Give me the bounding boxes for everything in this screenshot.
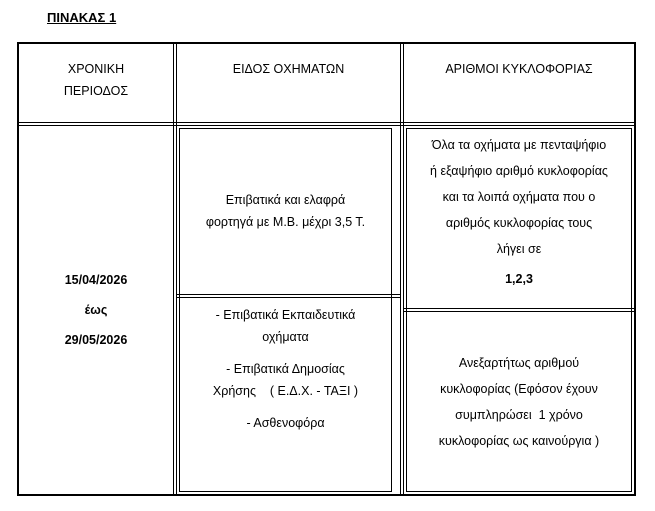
- period-cell: [19, 126, 173, 494]
- header-vehicle-type-label: ΕΙΔΟΣ ΟΧΗΜΑΤΩΝ: [232, 62, 345, 76]
- period-connector: έως: [84, 303, 108, 317]
- row2-plates-line-1: Ανεξαρτήτως αριθμού: [458, 356, 580, 370]
- row2-item2-line-1: - Επιβατικά Δημοσίας: [226, 362, 345, 376]
- header-plates: [404, 44, 634, 122]
- row1-plates-cell: [406, 128, 632, 308]
- row1-plates-line-1: Όλα τα οχήματα με πενταψήφιο: [431, 138, 607, 152]
- row1-vehicles-line-2: φορτηγά με Μ.Β. μέχρι 3,5 Τ.: [205, 215, 366, 229]
- period-to: 29/05/2026: [64, 333, 128, 347]
- row2-vehicles-cell: [179, 298, 392, 492]
- row1-plates-line-5: λήγει σε: [496, 242, 542, 256]
- row2-plates-line-4: κυκλοφορίας ως καινούργια ): [438, 434, 600, 448]
- row1-plates-digits: 1,2,3: [505, 272, 533, 286]
- row2-item3-line-1: - Ασθενοφόρα: [246, 416, 325, 430]
- row2-plates-line-2: κυκλοφορίας (Εφόσον έχουν: [440, 382, 598, 396]
- row1-plates-line-3: και τα λοιπά οχήματα που ο: [442, 190, 596, 204]
- row2-plates-line-3: συμπληρώσει 1 χρόνο: [455, 408, 583, 422]
- header-period-line-2: ΠΕΡΙΟΔΟΣ: [63, 84, 129, 98]
- row2-plates-cell: [406, 312, 632, 492]
- row1-vehicles-line-1: Επιβατικά και ελαφρά: [225, 193, 346, 207]
- schedule-table: [17, 42, 636, 496]
- header-period-line-1: ΧΡΟΝΙΚΗ: [67, 62, 125, 76]
- row1-plates-line-2: ή εξαψήφιο αριθμό κυκλοφορίας: [430, 164, 608, 178]
- row2-item1-line-1: - Επιβατικά Εκπαιδευτικά: [215, 308, 356, 322]
- header-vehicle-type: [177, 44, 400, 122]
- header-period: [19, 44, 173, 122]
- row1-plates-line-4: αριθμός κυκλοφορίας τους: [445, 216, 593, 230]
- header-plates-label: ΑΡΙΘΜΟΙ ΚΥΚΛΟΦΟΡΙΑΣ: [445, 62, 593, 76]
- row2-item1-line-2: οχήματα: [262, 330, 309, 344]
- row2-item2-line-2: Χρήσης ( Ε.Δ.Χ. - ΤΑΞΙ ): [212, 384, 359, 398]
- period-from: 15/04/2026: [64, 273, 128, 287]
- table-title: ΠΙΝΑΚΑΣ 1: [47, 10, 117, 25]
- row1-vehicles-cell: [179, 128, 392, 294]
